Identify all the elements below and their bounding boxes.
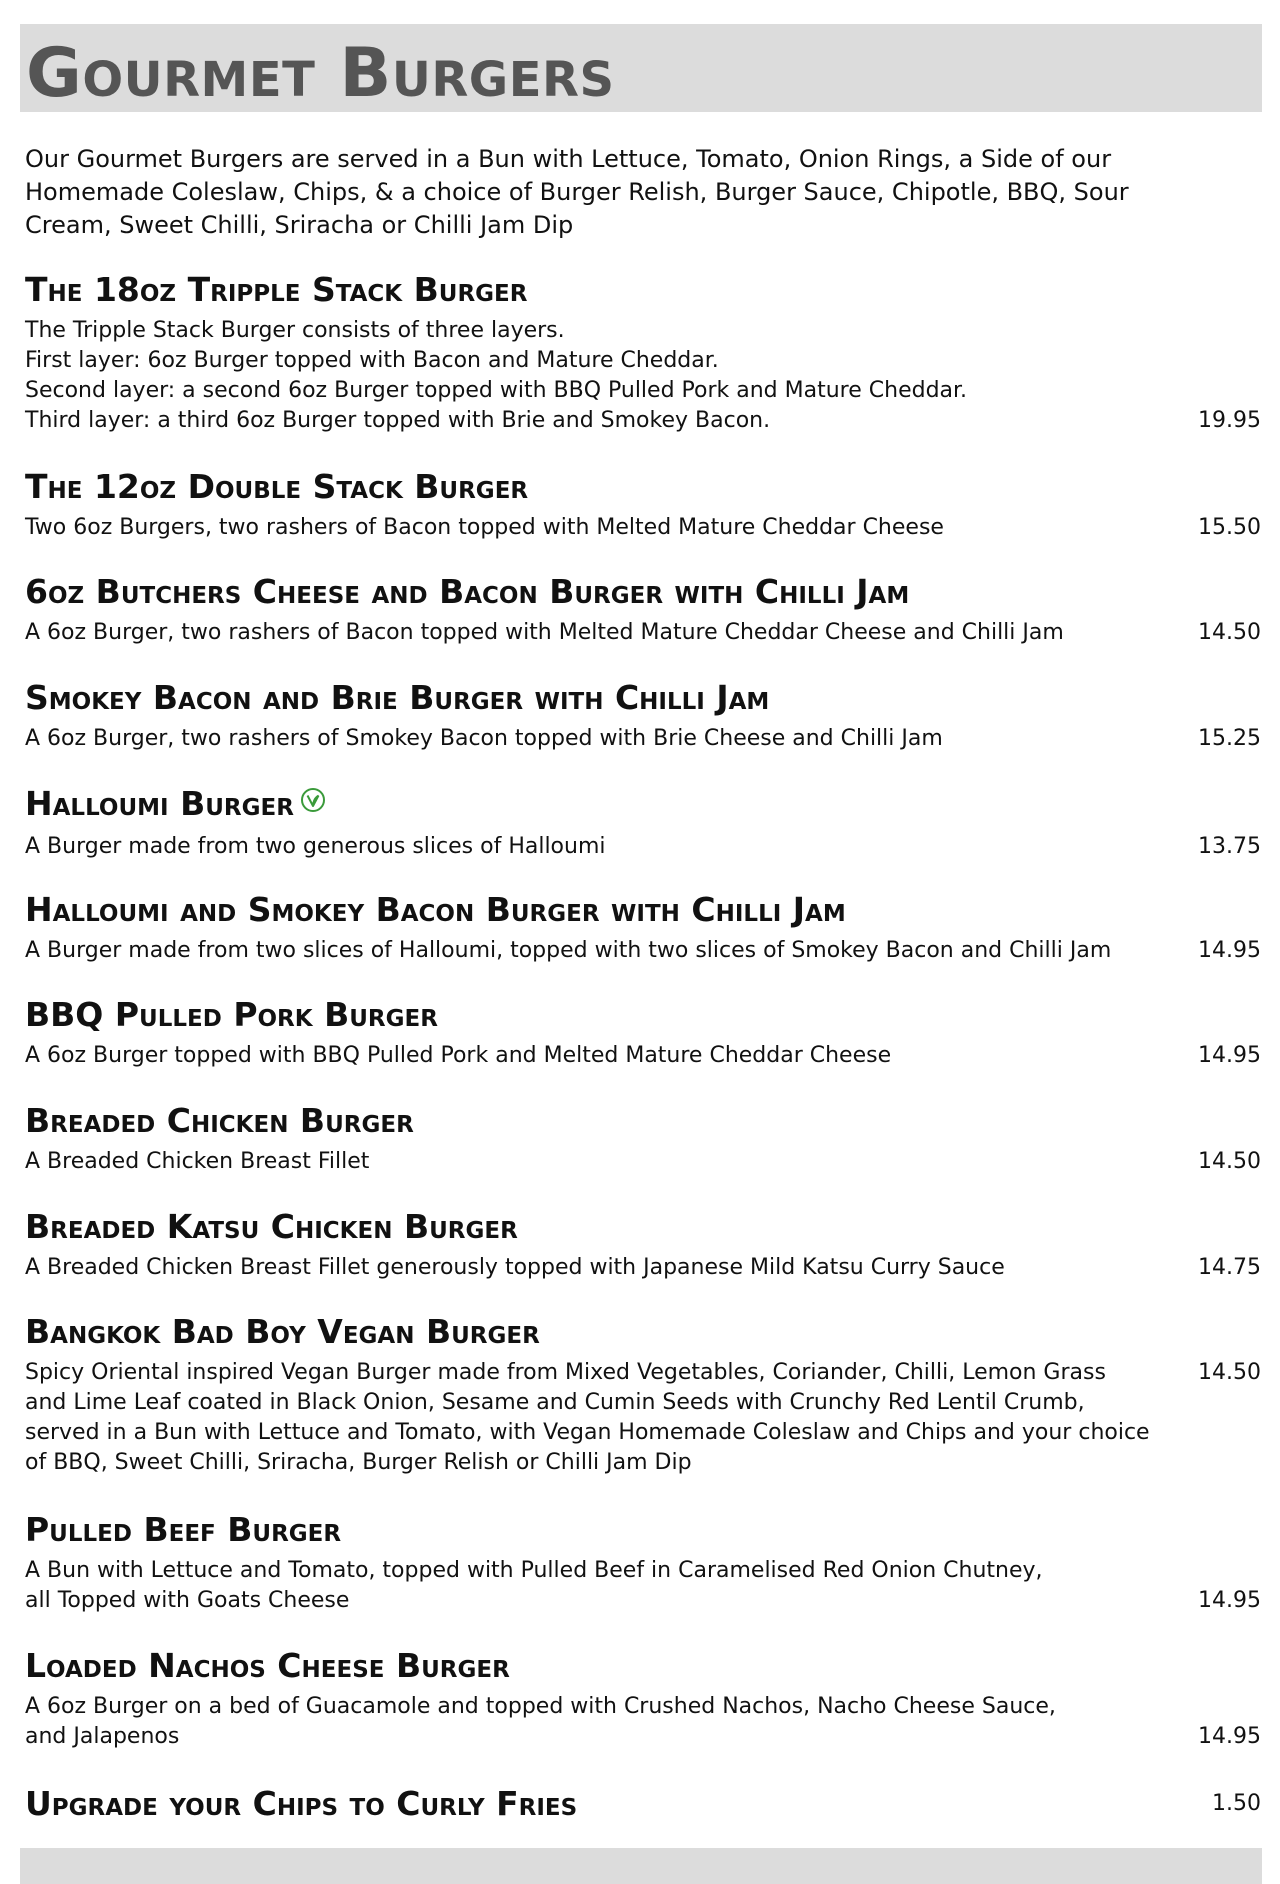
description-line: A Bun with Lettuce and Tomato, topped with Pulled Beef in Caramelised Red Onion Chutney, (25, 1558, 1043, 1583)
menu-item-body (25, 832, 1261, 862)
menu-item (25, 676, 1261, 754)
menu-item-title: Loaded Nachos Cheese Burger (25, 1646, 510, 1685)
menu-item (25, 570, 1261, 648)
upgrade-item (25, 1782, 1261, 1826)
menu-item (25, 465, 1261, 543)
menu-item (25, 888, 1261, 966)
description-line: of BBQ, Sweet Chilli, Sriracha, Burger Relish or Chilli Jam Dip (25, 1450, 692, 1475)
footer-band (20, 1848, 1262, 1884)
menu-item-description (25, 513, 944, 543)
menu-item-price: 14.50 (1198, 1149, 1261, 1174)
menu-item-price: 14.75 (1198, 1255, 1261, 1280)
menu-item (25, 1644, 1261, 1752)
description-line: Third layer: a third 6oz Burger topped with Brie and Smokey Bacon. (25, 408, 771, 433)
description-line: A 6oz Burger, two rashers of Bacon topped with Melted Mature Cheddar Cheese and Chilli Jam (25, 620, 1064, 645)
menu-item (25, 1099, 1261, 1177)
menu-item-price: 14.95 (1198, 1724, 1261, 1749)
menu-item-body (25, 724, 1261, 754)
menu-item-body (25, 513, 1261, 543)
description-line: The Tripple Stack Burger consists of three layers. (25, 318, 565, 343)
description-line: A Breaded Chicken Breast Fillet (25, 1149, 370, 1174)
description-line: A Burger made from two generous slices of Halloumi (25, 833, 606, 859)
menu-item-title: BBQ Pulled Pork Burger (25, 995, 438, 1034)
menu-item-description (25, 618, 1064, 648)
menu-item-title: Breaded Katsu Chicken Burger (25, 1207, 518, 1246)
menu-item-price: 14.95 (1198, 1043, 1261, 1068)
description-line: all Topped with Goats Cheese (25, 1588, 350, 1613)
menu-item-description (25, 1147, 369, 1177)
description-line: and Jalapenos (25, 1724, 180, 1749)
menu-item-title: Pulled Beef Burger (25, 1510, 342, 1549)
description-line: First layer: 6oz Burger topped with Bacon and Mature Cheddar. (25, 348, 719, 373)
description-line: A 6oz Burger, two rashers of Smokey Bacon topped with Brie Cheese and Chilli Jam (25, 726, 943, 751)
menu-item-description (25, 1041, 891, 1071)
description-line: A 6oz Burger topped with BBQ Pulled Pork and Melted Mature Cheddar Cheese (25, 1043, 892, 1068)
description-line: A 6oz Burger on a bed of Guacamole and topped with Crushed Nachos, Nacho Cheese Sauce, (25, 1694, 1056, 1719)
intro-line: Homemade Coleslaw, Chips, & a choice of Burger Relish, Burger Sauce, Chipotle, BBQ, Sour (25, 178, 1129, 206)
page-title: Gourmet Burgers (26, 34, 615, 113)
menu-item-title: The 18oz Tripple Stack Burger (25, 270, 528, 309)
upgrade-price: 1.50 (1212, 1791, 1261, 1816)
menu-item-title (25, 782, 1261, 828)
menu-item-body (25, 1556, 1261, 1616)
menu-item-description (25, 936, 1111, 966)
menu-item-body (25, 1253, 1261, 1283)
menu-item-price: 14.50 (1198, 620, 1261, 645)
menu-item-price: 19.95 (1198, 408, 1261, 433)
description-line: Spicy Oriental inspired Vegan Burger made from Mixed Vegetables, Coriander, Chilli, Lemon Grass (25, 1360, 1106, 1385)
menu-item-price: 15.50 (1198, 515, 1261, 540)
upgrade-title: Upgrade your Chips to Curly Fries (25, 1784, 578, 1823)
menu-item (25, 1310, 1261, 1478)
menu-item-title: Bangkok Bad Boy Vegan Burger (25, 1312, 540, 1351)
menu-item (25, 1508, 1261, 1616)
menu-item-price: 15.25 (1198, 726, 1261, 751)
menu-item-description (25, 832, 606, 862)
menu-item-price: 13.75 (1198, 833, 1261, 859)
intro-line: Cream, Sweet Chilli, Sriracha or Chilli Jam Dip (25, 211, 574, 239)
menu-item-description (25, 1253, 1005, 1283)
menu-item-price: 14.50 (1198, 1360, 1261, 1385)
menu-item-title: Breaded Chicken Burger (25, 1101, 414, 1140)
menu-item-description (25, 1692, 1056, 1752)
menu-item-description (25, 724, 943, 754)
menu-item (25, 782, 1261, 862)
menu-item-title: Smokey Bacon and Brie Burger with Chilli Jam (25, 678, 770, 717)
menu-item-description (25, 1358, 1150, 1478)
menu-item-description (25, 1556, 1043, 1616)
description-line: served in a Bun with Lettuce and Tomato, with Vegan Homemade Coleslaw and Chips and your choice (25, 1420, 1150, 1445)
menu-item-body (25, 618, 1261, 648)
menu-item-price: 14.95 (1198, 1588, 1261, 1613)
intro-line: Our Gourmet Burgers are served in a Bun with Lettuce, Tomato, Onion Rings, a Side of our (25, 145, 1112, 173)
menu-item-body (25, 1147, 1261, 1177)
menu-item-title: The 12oz Double Stack Burger (25, 467, 529, 506)
description-line: and Lime Leaf coated in Black Onion, Sesame and Cumin Seeds with Crunchy Red Lentil Crumb, (25, 1390, 1085, 1415)
description-line: Two 6oz Burgers, two rashers of Bacon topped with Melted Mature Cheddar Cheese (25, 515, 944, 540)
menu-item (25, 993, 1261, 1071)
menu-item-title-text: Halloumi Burger (25, 784, 294, 823)
menu-item-body (25, 316, 1261, 436)
menu-item-body (25, 1041, 1261, 1071)
menu-item-title: 6oz Butchers Cheese and Bacon Burger with Chilli Jam (25, 572, 910, 611)
description-line: A Breaded Chicken Breast Fillet generously topped with Japanese Mild Katsu Curry Sauce (25, 1255, 1005, 1280)
description-line: A Burger made from two slices of Halloumi, topped with two slices of Smokey Bacon and Chilli Jam (25, 938, 1112, 963)
menu-item (25, 268, 1261, 436)
menu-item-body (25, 936, 1261, 966)
menu-item-description (25, 316, 967, 436)
menu-item-body (25, 1692, 1261, 1752)
menu-item-price: 14.95 (1198, 938, 1261, 963)
vegetarian-v-leaf-icon (300, 780, 326, 824)
menu-item-title: Halloumi and Smokey Bacon Burger with Chilli Jam (25, 890, 846, 929)
menu-item-body (25, 1358, 1261, 1478)
menu-item (25, 1205, 1261, 1283)
description-line: Second layer: a second 6oz Burger topped with BBQ Pulled Pork and Mature Cheddar. (25, 378, 968, 403)
